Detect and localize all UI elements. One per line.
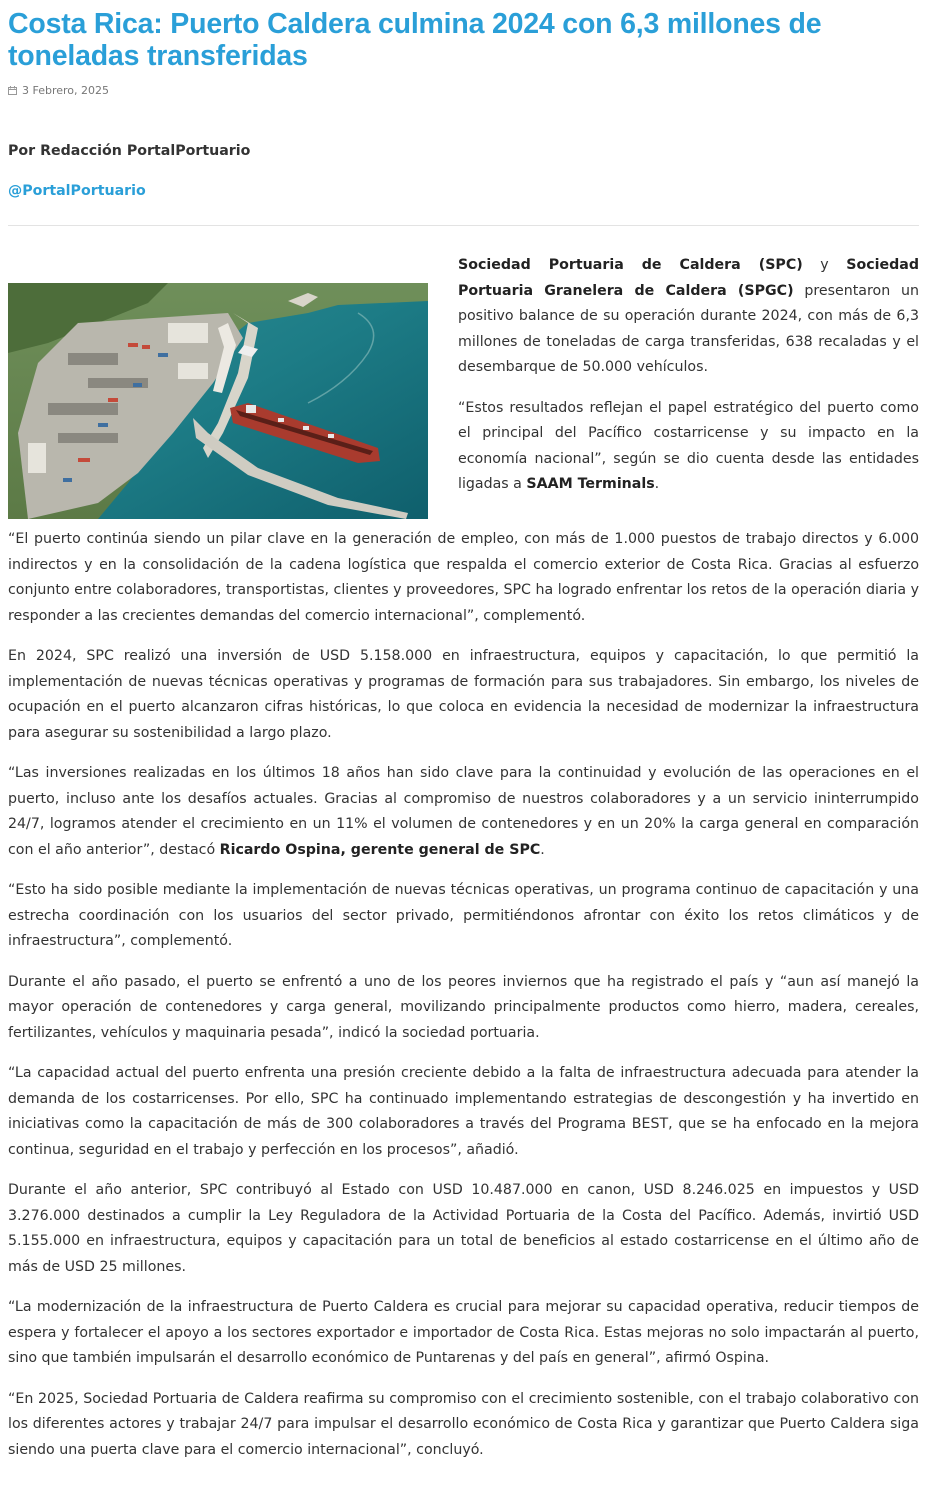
paragraph-7: Durante el año pasado, el puerto se enfrentó a uno de los peores inviernos que ha registrado el país y “aun así manejó la mayor operación de contenedores y carga general, movilizando principalmente productos como hierro, madera, cereales, fertilizantes, vehículos y maquinaria pesada”, indicó la sociedad portuaria. [8, 973, 919, 1041]
text: “Las inversiones realizadas en los últimos 18 años han sido clave para la continuidad y evolución de las operaciones en el puerto, incluso ante los desafíos actuales. Gracias al compromiso de nuestros colaboradores y a un servicio ininterrumpido 24/7, logramos atender el crecimiento en un 11% el volumen de contenedores y en un 20% la carga general en comparación con el año anterior”, destacó [8, 765, 919, 858]
quote-author: Ricardo Ospina, gerente general de SPC [219, 841, 541, 858]
text: . [654, 476, 660, 492]
paragraph-3: “El puerto continúa siendo un pilar clave en la generación de empleo, con más de 1.000 puestos de trabajo directos y 6.000 indirectos y en la consolidación de la cadena logística que respalda el comercio exterior de Costa Rica. Gracias al esfuerzo conjunto entre colaboradores, transportistas, clientes y proveedores, SPC ha logrado enfrentar los retos de la operación diaria y responder a las crecientes demandas del comercio internacional”, complementó. [8, 531, 919, 624]
company-saam: SAAM Terminals [526, 476, 655, 492]
calendar-icon [8, 86, 17, 95]
divider [8, 225, 919, 226]
article-date [8, 83, 919, 97]
article [8, 8, 919, 1463]
company-spc: Sociedad Portuaria de Caldera (SPC) [458, 257, 803, 273]
paragraph-4: En 2024, SPC realizó una inversión de USD 5.158.000 en infraestructura, equipos y capacitación, lo que permitió la implementación de nuevas técnicas operativas y programas de formación para sus trabajadores. Sin embargo, los niveles de ocupación en el puerto alcanzaron cifras históricas, lo que coloca en evidencia la necesidad de modernizar la infraestructura para asegurar su sostenibilidad a largo plazo. [8, 648, 919, 741]
byline: Por Redacción PortalPortuario [8, 143, 251, 159]
text: presentaron un positivo balance de su operación durante 2024, con más de 6,3 millones de toneladas de carga transferidas, 638 recaladas y el desembarque de 50.000 vehículos. [458, 282, 919, 375]
paragraph-11: “En 2025, Sociedad Portuaria de Caldera reafirma su compromiso con el crecimiento sostenible, con el trabajo colaborativo con los diferentes actores y trabajar 24/7 para impulsar el desarrollo económico de Costa Rica y garantizar que Puerto Caldera siga siendo una puerta clave para el comercio internacional”, concluyó. [8, 1390, 919, 1458]
paragraph-10: “La modernización de la infraestructura de Puerto Caldera es crucial para mejorar su capacidad operativa, reducir tiempos de espera y fortalecer el apoyo a los sectores exportador e importador de Costa Rica. Estas mejoras no solo impactarán al puerto, sino que también impulsarán el desarrollo económico de Puntarenas y del país en general”, afirmó Ospina. [8, 1299, 919, 1366]
paragraph-6: “Esto ha sido posible mediante la implementación de nuevas técnicas operativas, un programa continuo de capacitación y una estrecha coordinación con los usuarios del sector privado, permitiéndonos afrontar con éxito los retos climáticos y de infraestructura”, complementó. [8, 882, 919, 949]
article-title: Costa Rica: Puerto Caldera culmina 2024 con 6,3 millones de toneladas transferidas [8, 8, 822, 72]
paragraph-9: Durante el año anterior, SPC contribuyó al Estado con USD 10.487.000 en canon, USD 8.246.025 en impuestos y USD 3.276.000 destinados a cumplir la Ley Reguladora de la Actividad Portuaria de la Costa del Pacífico. Además, invirtió USD 5.155.000 en infraestructura, equipos y capacitación para un total de beneficios al estado costarricense en el último año de más de USD 25 millones. [8, 1182, 919, 1275]
company-spgc: Sociedad Portuaria Granelera de Caldera (SPGC) [458, 257, 919, 299]
port-aerial-photo [8, 283, 428, 519]
paragraph-8: “La capacidad actual del puerto enfrenta una presión creciente debido a la falta de infraestructura adecuada para atender la demanda de los costarricenses. Por ello, SPC ha continuado implementando estrategias de descongestión y ha invertido en iniciativas como la capacitación de más de 300 colaboradores a través del Programa BEST, que se ha enfocado en la mejora continua, seguridad en el trabajo y perfección en los procesos”, añadió. [8, 1065, 919, 1158]
twitter-handle-link[interactable]: @PortalPortuario [8, 183, 146, 199]
text: “Estos resultados reflejan el papel estratégico del puerto como el principal del Pacífico costarricense y su impacto en la economía nacional”, según se dio cuenta desde las entidades ligadas a [458, 399, 919, 492]
article-body [8, 253, 919, 1463]
text: . [540, 841, 545, 858]
paragraph-5 [8, 761, 919, 863]
date-text: 3 Febrero, 2025 [22, 83, 110, 97]
text: y [802, 257, 847, 273]
